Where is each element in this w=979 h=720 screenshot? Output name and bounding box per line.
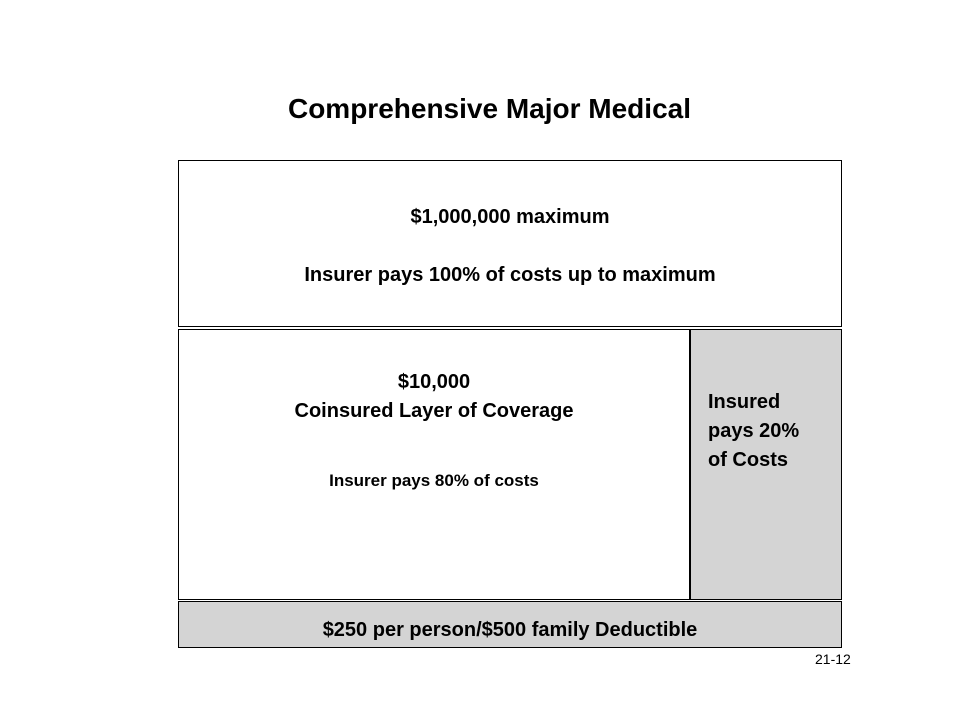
maximum-description: Insurer pays 100% of costs up to maximum <box>304 264 716 286</box>
coinsured-layer-box <box>178 329 690 600</box>
deductible-box <box>178 601 842 648</box>
page-number: 21-12 <box>815 651 851 667</box>
insurer-share-text: Insurer pays 80% of costs <box>329 471 539 490</box>
maximum-layer-box <box>178 160 842 327</box>
insured-share-line: of Costs <box>708 449 788 471</box>
insured-share-box <box>690 329 842 600</box>
insured-share-line: Insured <box>708 391 781 413</box>
diagram-title: Comprehensive Major Medical <box>287 93 691 124</box>
deductible-text: $250 per person/$500 family Deductible <box>322 619 698 641</box>
maximum-amount: $1,000,000 maximum <box>410 206 610 228</box>
insured-share-line: pays 20% <box>708 420 800 442</box>
insured-share-text <box>708 388 838 475</box>
coinsured-label: Coinsured Layer of Coverage <box>294 400 574 422</box>
coinsured-amount: $10,000 <box>397 371 471 393</box>
